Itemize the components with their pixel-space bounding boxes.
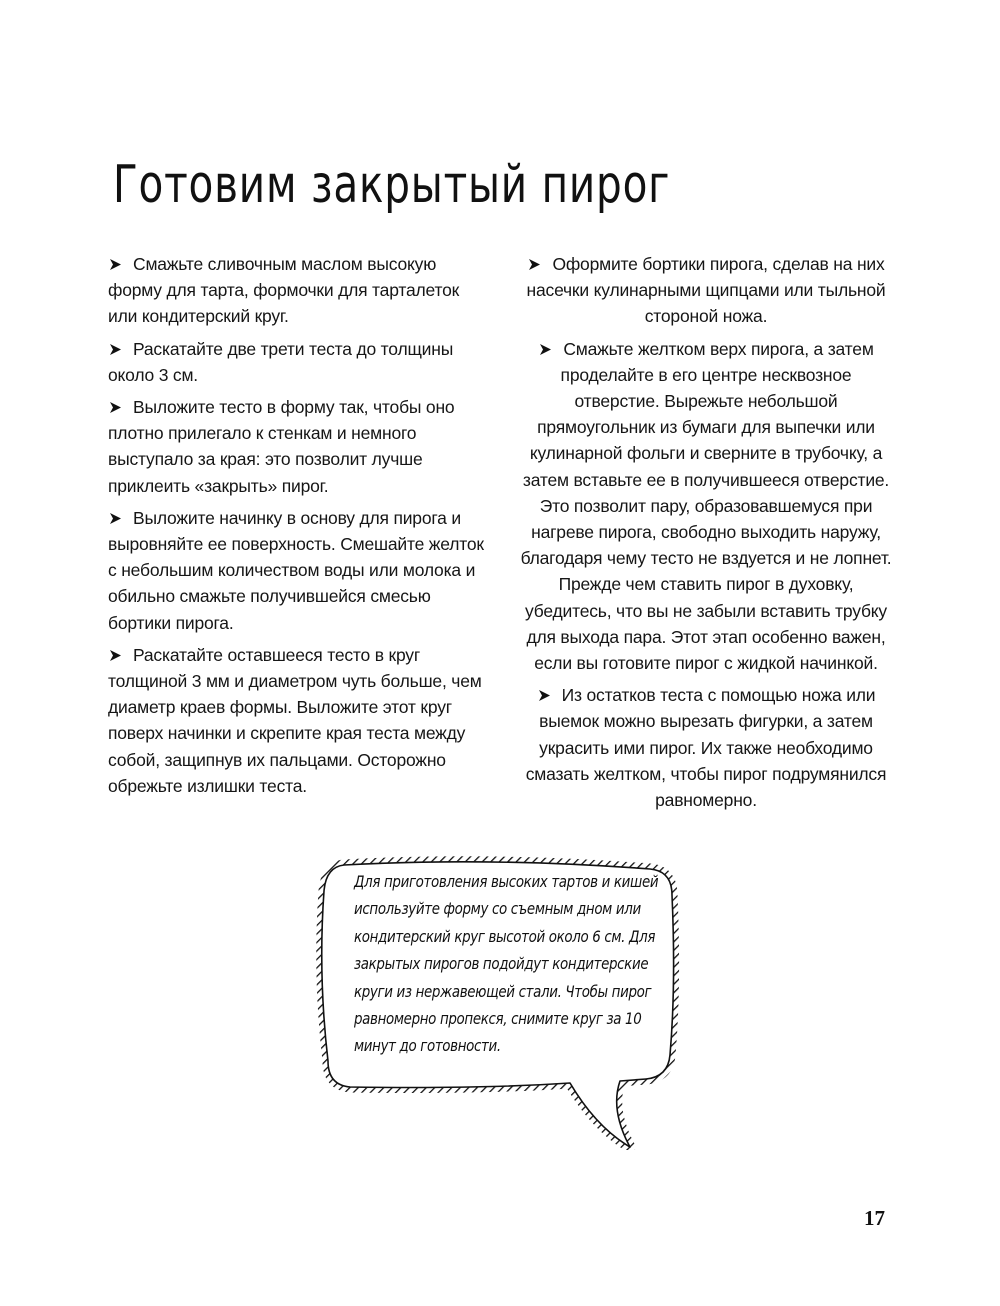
chevron-right-icon — [538, 343, 553, 356]
chevron-right-icon — [108, 401, 123, 414]
step-text: Выложите начинку в основу для пирога и выровняйте ее поверхность. Смешайте желток с небольшим количеством воды или молока и обильно смажьте получившейся смесью бортики пирога. — [108, 507, 484, 633]
left-column — [108, 251, 486, 805]
step-item — [108, 642, 486, 799]
step-item — [108, 251, 486, 330]
chevron-right-icon — [108, 512, 123, 525]
step-text: Оформите бортики пирога, сделав на них насечки кулинарными щипцами или тыльной стороной ножа. — [526, 254, 886, 327]
step-item — [108, 336, 486, 388]
step-text: Раскатайте оставшееся тесто в круг толщиной 3 мм и диаметром чуть больше, чем диаметр краев формы. Выложите этот круг поверх начинки и скрепите края теста между собой, защипнув их пальцами. Осторожно обрежьте излишки теста. — [108, 644, 482, 796]
chevron-right-icon — [527, 258, 542, 271]
chevron-right-icon — [537, 689, 552, 702]
step-item — [517, 682, 895, 813]
chevron-right-icon — [108, 258, 123, 271]
step-item — [108, 394, 486, 499]
step-text: Смажьте желтком верх пирога, а затем проделайте в его центре несквозное отверстие. Вырежьте небольшой прямоугольник из бумаги для выпечки или кулинарной фольги и сверните в трубочку, а затем вставьте ее в получившееся отверстие. Это позволит пару, образовавшемуся при нагреве пирога, свободно выходить наружу, благодаря чему тесто не вздуется и не лопнет. Прежде чем ставить пирог в духовку, убедитесь, что вы не забыли вставить трубку для выхода пара. Этот этап особенно важен, если вы готовите пирог с жидкой начинкой. — [520, 338, 892, 674]
step-text: Из остатков теста с помощью ножа или выемок можно вырезать фигурки, а затем украсить ими пирог. Их также необходимо смазать желтком, чтобы пирог подрумянился равномерно. — [525, 685, 887, 811]
step-item — [108, 505, 486, 636]
page-title: Готовим закрытый пирог — [113, 155, 671, 215]
step-text: Смажьте сливочным маслом высокую форму для тарта, формочки для тарталеток или кондитерский круг. — [108, 254, 460, 327]
tip-text: Для приготовления высоких тартов и кишей используйте форму со съемным дном или кондитерский круг высотой около 6 см. Для закрытых пирогов подойдут кондитерские круги из нержавеющей стали. Чтобы пирог равномерно пропекся, снимите круг за 10 минут до готовности. — [354, 873, 659, 1056]
chevron-right-icon — [108, 649, 123, 662]
page-number: 17 — [864, 1206, 885, 1230]
step-text: Выложите тесто в форму так, чтобы оно плотно прилегало к стенкам и немного выступало за края: это позволит лучше приклеить «закрыть» пирог. — [108, 397, 455, 496]
step-item — [517, 336, 895, 677]
step-text: Раскатайте две трети теста до толщины около 3 см. — [108, 338, 454, 385]
step-item — [517, 251, 895, 330]
chevron-right-icon — [108, 343, 123, 356]
right-column — [517, 251, 895, 819]
